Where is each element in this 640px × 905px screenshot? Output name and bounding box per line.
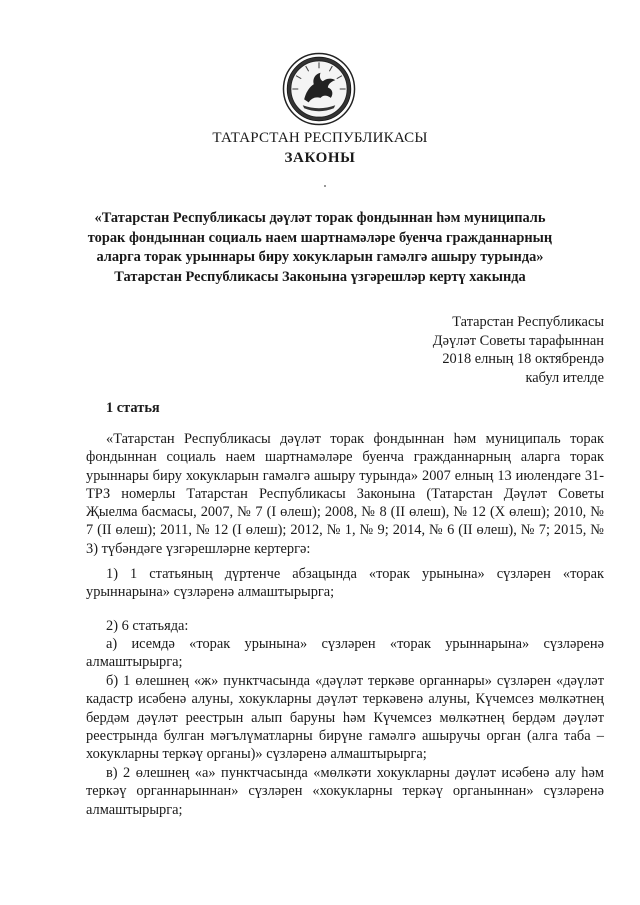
adoption-line: Дәүләт Советы тарафыннан (432, 332, 604, 349)
law-title: «Татарстан Республикасы дәүләт торак фондыннан һәм муниципаль торак фондыннан социаль наем шартнамәләре буенча гражданнарның аларга торак урыннары биру хокукларын гамәлгә ашыру турында» Татарстан Республикасы Законына үзгәрешләр кертү хакында (87, 210, 553, 285)
republic-heading: ТАТАРСТАН РЕСПУБЛИКАСЫ (212, 130, 428, 146)
article-heading: 1 статья (106, 400, 160, 416)
article-item-2: 2) 6 статьяда: (106, 618, 189, 634)
article-item-2v: в) 2 өлешнең «а» пунктчасында «мөлкәти хокукларны дәүләт исәбенә алу һәм теркәү органнарыннан» сүзләрен «хокукларны теркәү органыннан» сүзләренә алмаштырырга; (86, 765, 604, 818)
coat-of-arms-seal-icon (282, 52, 356, 126)
article-item-2a: а) исемдә «торак урынына» сүзләрен «торак урыннарына» сүзләренә алмаштырырга; (86, 636, 604, 671)
article-main-paragraph: «Татарстан Республикасы дәүләт торак фондыннан һәм муниципаль торак фондыннан социаль наем шартнамәләре буенча гражданнарның аларга торак урыннары биру хокукларын гамәлгә ашыру турында» 2007 елның 13 июлендәге 31-ТРЗ номерлы Татарстан Республикасы Законына (Татарстан Дәүләт Советы Җыелма басмасы, 2007, № 7 (I өлеш); 2008, № 8 (II өлеш), № 12 (Х өлеш); 2010, № 7 (II өлеш); 2011, № 12 (I өлеш); 2012, № 1, № 9; 2014, № 6 (II өлеш), № 7; 2015, № 3) түбәндәге үзгәрешләрне кертергә: (86, 431, 604, 557)
article-item-2b: б) 1 өлешнең «ж» пунктчасында «дәүләт теркәве органнары» сүзләрен «дәүләт кадастр исәбенә алуны, хокукларны дәүләт теркәвенә алуны, Күчемсез мөлкәтнең бердәм дәүләт реестрын алып баруны һәм Күчемсез мөлкәтнең бердәм дәүләт реестрында булган мәгълүматларны бирүне гамәлгә ашыручы орган (алга таба – хокукларны теркәү органы)» сүзләренә алмаштырырга; (86, 673, 604, 763)
adoption-line: 2018 елның 18 октябрендә (442, 351, 604, 367)
law-heading: ЗАКОНЫ (284, 150, 356, 166)
adoption-line: Татарстан Республикасы (452, 314, 604, 330)
scan-speck (324, 185, 326, 187)
adoption-line: кабул ителде (525, 369, 604, 386)
adoption-block (384, 313, 604, 387)
article-item-1: 1) 1 статьяның дүртенче абзацында «торак урынына» сүзләрен «торак урыннарына» сүзләренә алмаштырырга; (86, 566, 604, 601)
